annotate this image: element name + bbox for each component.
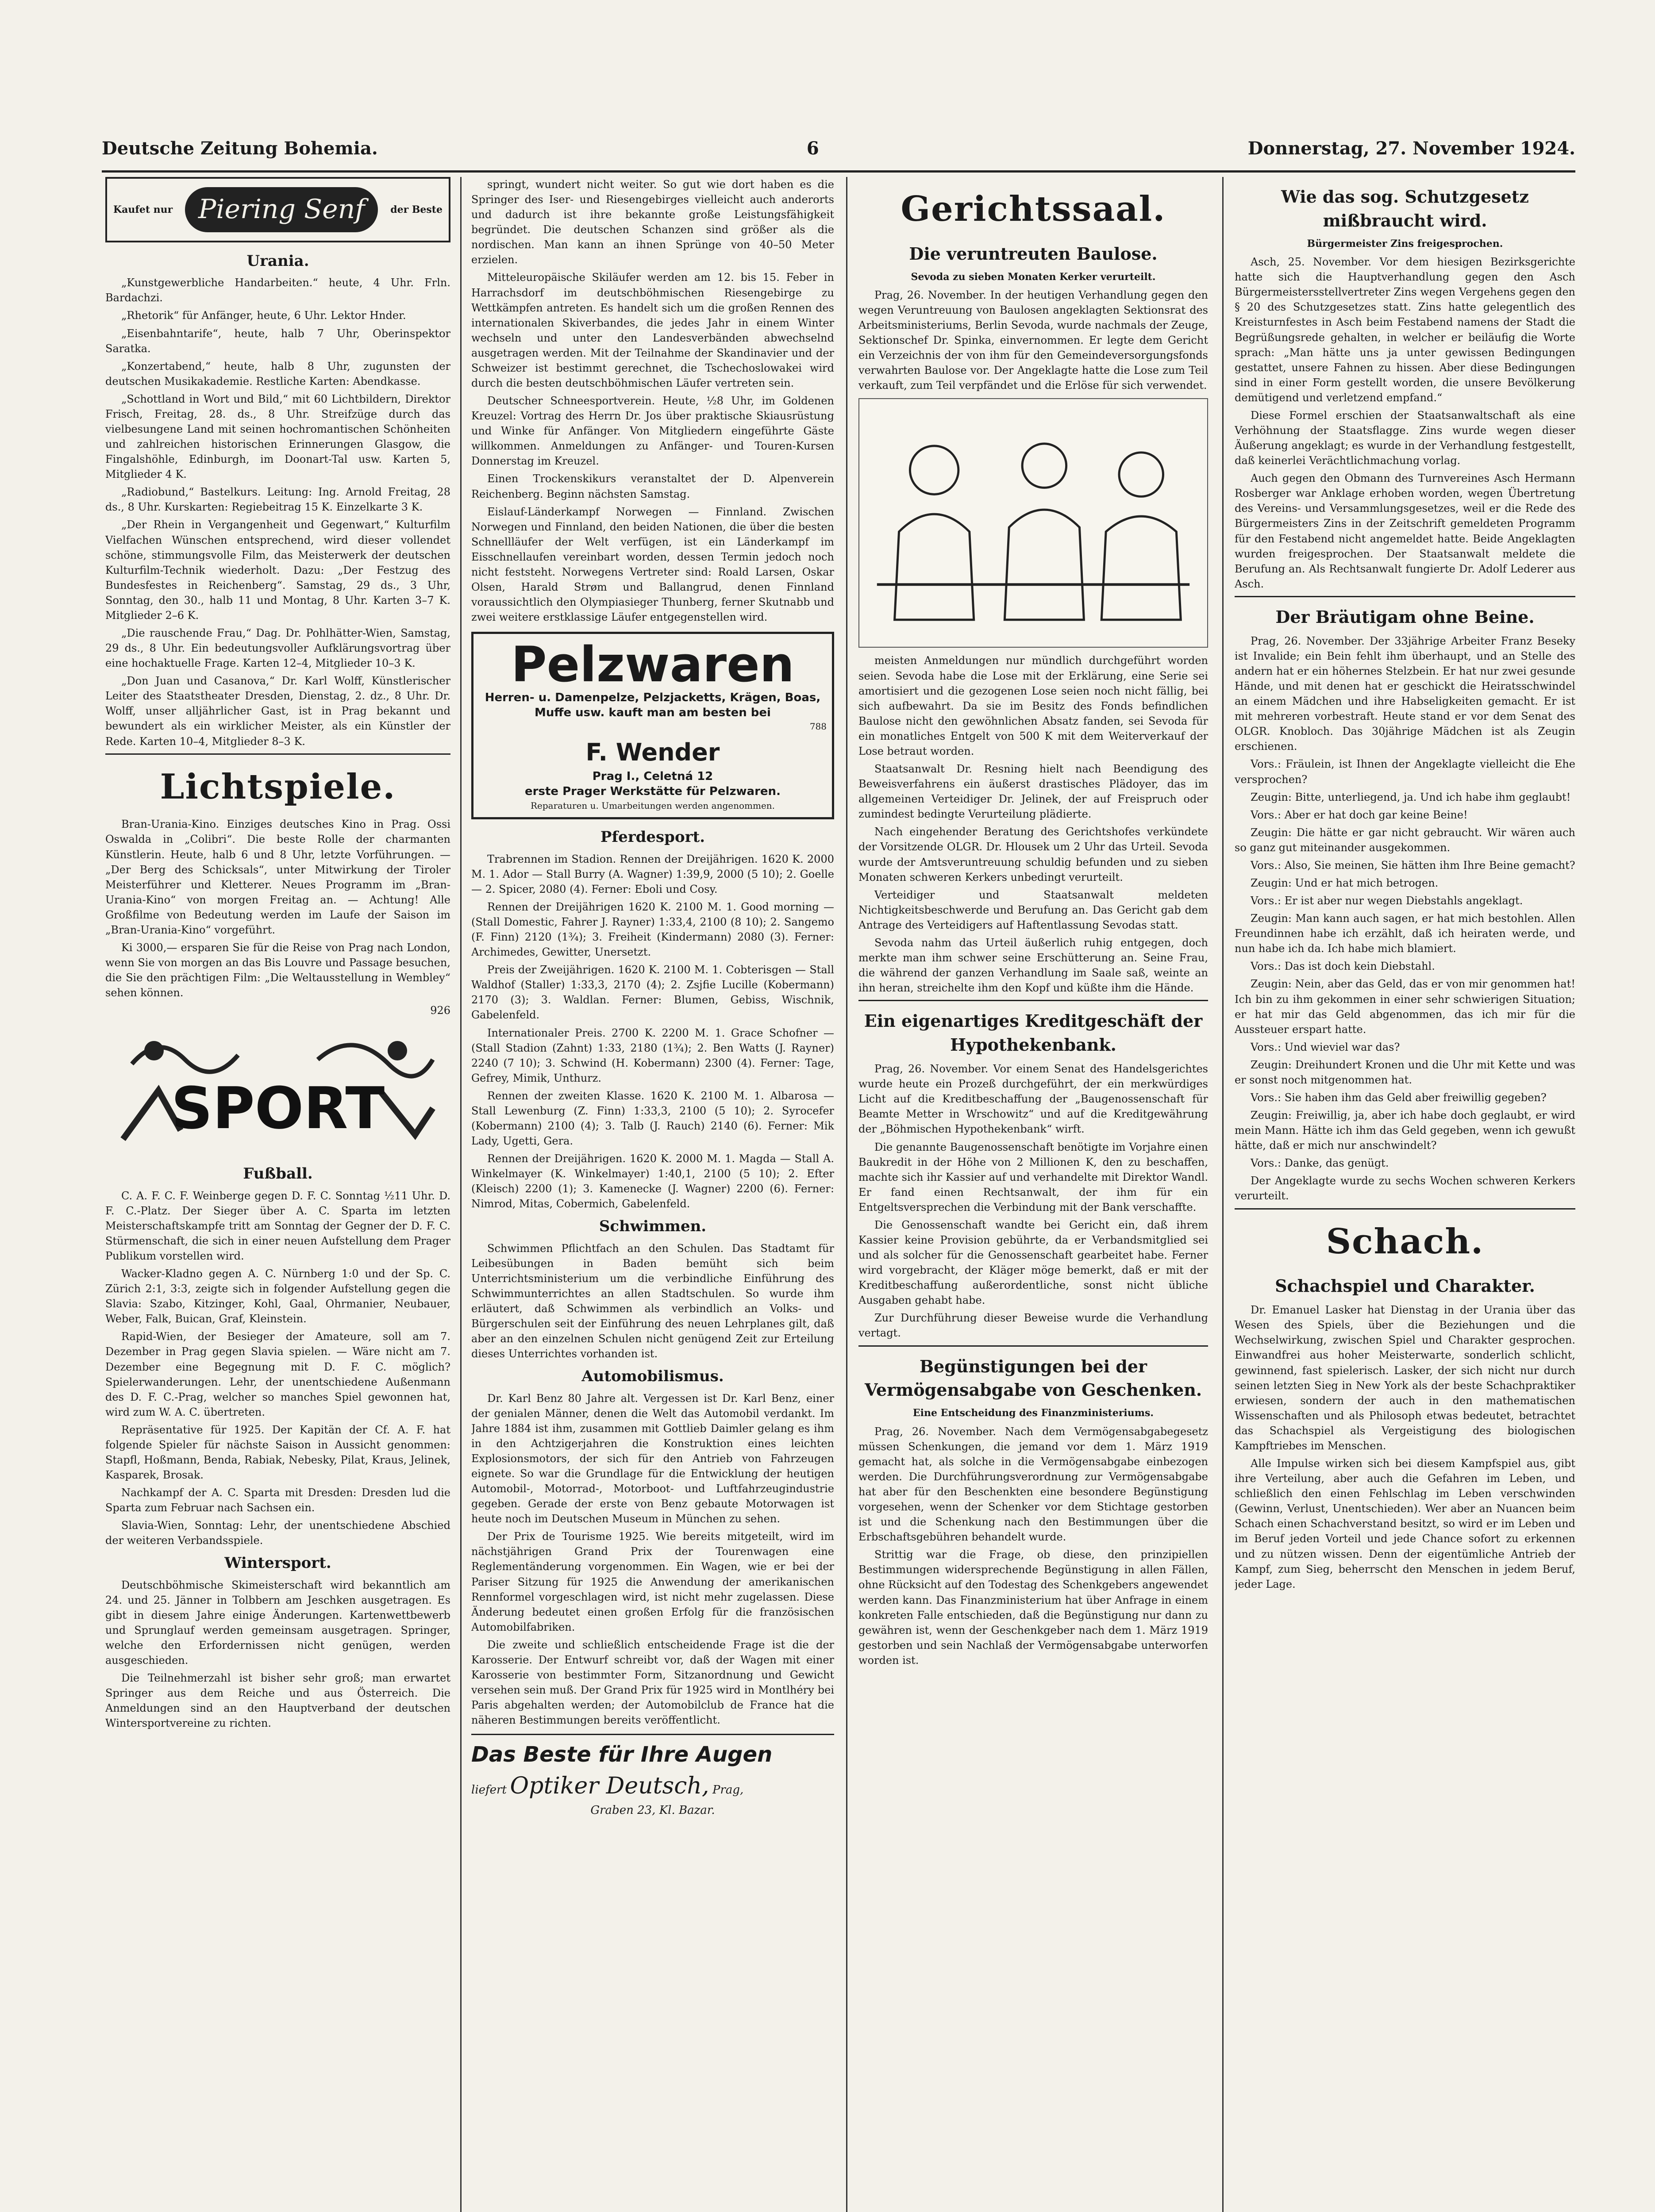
vermoegensabgabe-subheading: Eine Entscheidung des Finanzministeriums. — [912, 1407, 1154, 1419]
schutzgesetz-subheading: Bürgermeister Zins freigesprochen. — [1307, 238, 1503, 250]
braeutigam-item: Vors.: Aber er hat doch gar keine Beine! — [1251, 808, 1468, 821]
braeutigam-item: Zeugin: Nein, aber das Geld, das er von mir genommen hat! Ich bin zu ihm gekommen in einer sehr schwierigen Situation; er hat mir das Geld abgenommen, das ich mir für die Aussteuer erspart hatte. — [1235, 978, 1575, 1036]
baulose-item: Staatsanwalt Dr. Resning hielt nach Beendigung des Beweisverfahrens ein äußerst drastisches Plädoyer, das im allgemeinen Verteidiger Dr. Jelinek, der auf Freispruch oder zumindest bedingte Verurteilung plädierte. — [858, 763, 1208, 821]
braeutigam-item: Zeugin: Man kann auch sagen, er hat mich bestohlen. Allen Freundinnen habe ich erzählt, daß ich heiraten werde, und nun habe ich da. Ich habe mich blamiert. — [1235, 912, 1575, 955]
schwimmen-heading: Schwimmen. — [599, 1217, 707, 1236]
column-divider — [1222, 177, 1224, 2212]
schwimmen-item: Schwimmen Pflichtfach an den Schulen. Das Stadtamt für Leibesübungen in Baden bemüht sich beim Unterrichtsministerium um die verbindliche Einführung des Schwimmunterrichtes an allen Stadtschulen. So wurde ihm erläutert, daß Schwimmen als verbindlich an Volks- und Bürgerschulen seit der Einführung des neuen Lehrplanes gilt, daß aber an den einzelnen Schulen nicht genügend Zeit zur Erteilung dieses Unterrichtes vorhanden ist. — [471, 1242, 834, 1360]
pelzwaren-text: Herren- u. Damenpelze, Pelzjacketts, Krägen, Boas, Muffe usw. kauft man am besten bei — [485, 691, 821, 719]
fussball-item: Nachkampf der A. C. Sparta mit Dresden: Dresden lud die Sparta zum Februar nach Sachsen ein. — [105, 1486, 450, 1514]
braeutigam-item: Zeugin: Dreihundert Kronen und die Uhr mit Kette und was er sonst noch mitgenommen hat. — [1235, 1058, 1575, 1086]
braeutigam-item: Zeugin: Und er hat mich betrogen. — [1251, 876, 1439, 889]
braeutigam-item: Prag, 26. November. Der 33jährige Arbeiter Franz Beseky ist Invalide; ein Bein fehlt ihm überhaupt, und an Stelle des andern hat er ein höhernes Stelzbein. Er hat nur zwei gesunde Hände, und mit denen hat er geschickt die Heiratsschwindel an einem Mädchen und ihre Habseligkeiten gemacht. Er ist mit mehreren vorbestraft. Heute stand er vor dem Senat des OLGR. Knobloch. Das 30jährige Mädchen ist als Zeugin erschienen. — [1235, 634, 1575, 753]
divider — [858, 1000, 1208, 1001]
optiker-address: Graben 23, Kl. Bazar. — [590, 1804, 715, 1817]
baulose-item: Nach eingehender Beratung des Gerichtshofes verkündete der Vorsitzende OLGR. Dr. Hlousek um 2 Uhr das Urteil. Sevoda wurde der Amtsveruntreuung schuldig befunden und zu sieben Monaten schweren Kerkers unbedingt verurteilt. — [858, 826, 1208, 883]
pelzwaren-number: 788 — [809, 721, 827, 732]
urania-item: „Der Rhein in Vergangenheit und Gegenwart,“ Kulturfilm Vielfachen Wünschen entsprechend, wird dieser vollendet schöne, stimmungsvolle Film, das Meisterwerk der deutschen Kulturfilm-Technik wiederholt. Dazu: „Der Festzug des Bundesfestes in Reichenberg“. Samstag, 29 ds., 3 Uhr, Sonntag, den 30., halb 11 und Montag, 8 Uhr. Karten 3–7 K. Mitglieder 2–6 K. — [105, 518, 450, 622]
pferdesport-heading: Pferdesport. — [600, 828, 705, 846]
vermoegensabgabe-heading: Begünstigungen bei der Vermögensabgabe von Geschenken. — [864, 1356, 1202, 1400]
baulose-item: meisten Anmeldungen nur mündlich durchgeführt worden seien. Sevoda habe die Lose mit der Erklärung, eine Serie sei amortisiert und die gezogenen Lose seien noch nicht fällig, bei sich aufbewahrt. Da sie im Besitz des Fonds befindlichen Baulose nicht den gewöhnlichen Absatz fanden, sei Sevoda für ein monatliches Entgelt von 500 K mit dem Weiterverkauf der Lose betraut worden. — [858, 654, 1208, 757]
braeutigam-item: Der Angeklagte wurde zu sechs Wochen schweren Kerkers verurteilt. — [1235, 1175, 1575, 1202]
fussball-item: Slavia-Wien, Sonntag: Lehr, der unentschiedene Abschied der weiteren Verbandsspiele. — [105, 1519, 450, 1547]
wintersport-cont: Deutscher Schneesportverein. Heute, ½8 Uhr, im Goldenen Kreuzel: Vortrag des Herrn Dr. Jos über praktische Skiausrüstung und Winke für Anfänger. Von Mitgliedern eingeführte Gäste willkommen. Anmeldungen zu Anfänger- und Touren-Kursen Donnerstag im Kreuzel. — [471, 395, 834, 468]
schach-heading: Schach. — [1326, 1221, 1484, 1262]
urania-item: „Don Juan und Casanova,“ Dr. Karl Wolff, Künstlerischer Leiter des Staatstheater Dresden, Dienstag, 2. dz., 8 Uhr. Dr. Wolff, unser alljährlicher Gast, ist in Prag bekannt und bewundert als ein wirklicher Meister, als ein Künstler der Rede. Karten 10–4, Mitglieder 8–3 K. — [105, 675, 450, 748]
optiker-city: Prag, — [712, 1783, 744, 1797]
urania-item: „Schottland in Wort und Bild,“ mit 60 Lichtbildern, Direktor Frisch, Freitag, 28. ds., 8 Uhr. Streifzüge durch das vielbesungene Land mit seinen hochromantischen Schönheiten und zahlreichen historischen Erinnerungen Glasgow, die Fingalshöhle, Edinburgh, im Doonart-Tal usw. Karten 5, Mitglieder 4 K. — [105, 392, 450, 481]
divider — [1235, 596, 1575, 597]
wintersport-item: Deutschböhmische Skimeisterschaft wird bekanntlich am 24. und 25. Jänner in Tolbbern am Jeschken ausgetragen. Es gibt in diesem Jahre einige Änderungen. Kartenwettbewerb und Sprunglauf werden gemeinsam ausgetragen. Springer, welche den Erfordernissen nicht genügen, werden ausgeschieden. — [105, 1578, 450, 1667]
schutzgesetz-heading: Wie das sog. Schutzgesetz mißbraucht wird. — [1281, 187, 1529, 230]
urania-heading: Urania. — [246, 252, 309, 270]
pferdesport-item: Trabrennen im Stadion. Rennen der Dreijährigen. 1620 K. 2000 M. 1. Ador — Stall Burry (A. Wagner) 1:39,9, 2000 (5 10); 2. Goelle — 2. Spicer, 2080 (4). Ferner: Eboli und Cosy. — [471, 853, 834, 895]
pelzwaren-name: F. Wender — [585, 738, 720, 766]
courtroom-sketch — [859, 399, 1207, 647]
column-3 — [858, 177, 1208, 2212]
piering-senf-ad — [105, 177, 450, 242]
baulose-item: Prag, 26. November. In der heutigen Verhandlung gegen den wegen Veruntreuung von Baulosen angeklagten Sektionsrat des Arbeitsministeriums, Berlin Sevoda, wurde nachmals der Zeuge, Sektionschef Dr. Spinka, einvernommen. Er legte dem Gericht ein Verzeichnis der von ihm für den Gemeindeversorgungsfonds verwahrten Baulose vor. Der Angeklagte hatte die Lose zum Teil verkauft, zum Teil verpfändet und die Erlöse für sich verwendet. — [858, 288, 1208, 392]
schutzgesetz-item: Diese Formel erschien der Staatsanwaltschaft als eine Verhöhnung der Staatsflagge. Zins wurde wegen dieser Äußerung angeklagt; es wurde in der Verhandlung festgestellt, daß keinerlei Verächtlichmachung vorlag. — [1235, 409, 1575, 467]
urania-item: „Eisenbahntarife“, heute, halb 7 Uhr, Oberinspektor Saratka. — [105, 327, 450, 355]
pferdesport-item: Rennen der Dreijährigen. 1620 K. 2000 M. 1. Magda — Stall A. Winkelmayer (K. Winkelmayer) 1:40,1, 2100 (5 10); 2. Efter (Kleisch) 2200 (1); 3. Kamenecke (J. Wagner) 2200 (6). Ferner: Nimrod, Mitas, Cobermich, Gabelenfeld. — [471, 1152, 834, 1210]
optiker-headline: Das Beste für Ihre Augen — [471, 1742, 773, 1767]
kreditgeschaeft-item: Zur Durchführung dieser Beweise wurde die Verhandlung vertagt. — [858, 1312, 1208, 1340]
urania-item: „Die rauschende Frau,“ Dag. Dr. Pohlhätter-Wien, Samstag, 29 ds., 8 Uhr. Ein bedeutungsvoller Aufklärungsvortrag über eine hochaktuelle Frage. Karten 12–4, Mitglieder 10–3 K. — [105, 626, 450, 670]
issue-date: Donnerstag, 27. November 1924. — [1247, 138, 1575, 159]
newspaper-name: Deutsche Zeitung Bohemia. — [102, 138, 378, 159]
optiker-ad — [471, 1734, 834, 1819]
vermoegensabgabe-item: Strittig war die Frage, ob diese, den prinzipiellen Bestimmungen widersprechende Begünstigung in allen Fällen, ohne Rücksicht auf den Todestag des Schenkgebers angewendet werden kann. Das Finanzministerium hat über Anfrage in einem konkreten Falle entschieden, daß die Begünstigung nur dann zu gewähren ist, wenn der Geschenkgeber nach dem 1. März 1919 gestorben und sein Nachlaß der Vermögensabgabe unterworfen worden ist. — [858, 1548, 1208, 1667]
gerichtssaal-heading: Gerichtssaal. — [901, 189, 1166, 229]
baulose-heading: Die veruntreuten Baulose. — [909, 243, 1158, 264]
braeutigam-item: Vors.: Also, Sie meinen, Sie hätten ihm Ihre Beine gemacht? — [1251, 859, 1575, 872]
pelzwaren-title: Pelzwaren — [511, 636, 794, 693]
baulose-item: Verteidiger und Staatsanwalt meldeten Nichtigkeitsbeschwerde und Berufung an. Das Gericht gab dem Antrage des Verteidigers auf Haftentlassung Sevodas statt. — [858, 888, 1208, 931]
braeutigam-heading: Der Bräutigam ohne Beine. — [1275, 607, 1535, 627]
optiker-pre: liefert — [471, 1783, 507, 1797]
pferdesport-item: Rennen der Dreijährigen 1620 K. 2100 M. 1. Good morning — (Stall Domestic, Fahrer J. Rayner) 1:33,4, 2100 (8 10); 2. Sangemo (F. Finn) 2120 (1¾); 3. Freiheit (Kindermann) 2080 (3). Ferner: Archimedes, Gewitter, Unersetzt. — [471, 900, 834, 959]
fussball-item: Rapid-Wien, der Besieger der Amateure, soll am 7. Dezember in Prag gegen Slavia spielen. — Wäre nicht am 7. Dezember eine Begegnung mit D. F. C. möglich? Spielerwanderungen. Lehr, der unentschiedene Außenmann des D. F. C.-Prag, welcher so manches Spiel gewonnen hat, wird zum W. A. C. übertreten. — [105, 1330, 450, 1418]
schach-item: Alle Impulse wirken sich bei diesem Kampfspiel aus, gibt ihre Verteilung, aber auch die Gefahren im Leben, und schließlich den einen Fehlschlag im Leben verschwinden (Gewinn, Verlust, Unentschieden). Wer aber an Nuancen beim Schach einen Schachverstand besitzt, so wird er im Leben und im Beruf jeden Vorteil und jede Chance sofort zu erkennen und zu nützen wissen. Denn der eigentümliche Antrieb der Kampf, zum Sieg, beherrscht den Menschen in jedem Beruf, jeder Lage. — [1235, 1457, 1575, 1590]
pferdesport-item: Internationaler Preis. 2700 K. 2200 M. 1. Grace Schofner — (Stall Stadion (Zahnt) 1:33, 2180 (1¾); 2. Ben Watts (J. Rayner) 2240 (7 10); 3. Schwind (H. Kobermann) 2300 (4). Ferner: Tage, Gefrey, Mimik, Unthurz. — [471, 1026, 834, 1084]
header-rule — [102, 170, 1575, 173]
braeutigam-item: Vors.: Und wieviel war das? — [1251, 1041, 1400, 1053]
braeutigam-item: Vors.: Er ist aber nur wegen Diebstahls angeklagt. — [1251, 895, 1523, 907]
pelzwaren-ad — [471, 632, 834, 819]
automobilismus-heading: Automobilismus. — [581, 1367, 724, 1386]
fussball-heading: Fußball. — [243, 1165, 313, 1183]
divider — [858, 1345, 1208, 1347]
ad-number: 926 — [430, 1004, 450, 1017]
automobilismus-item: Der Prix de Tourisme 1925. Wie bereits mitgeteilt, wird im nächstjährigen Grand Prix der Tourenwagen eine Reglementänderung vorgenommen. Ein Wagen, wie er bei der Pariser Sitzung für 1925 die Anwendung der amerikanischen Rennformel vorgeschlagen wird, ist nicht mehr zugelassen. Diese Änderung bedeutet einen großen Erfolg für die französischen Automobilfabriken. — [471, 1530, 834, 1633]
column-1 — [105, 177, 450, 2212]
schach-item: Dr. Emanuel Lasker hat Dienstag in der Urania über das Wesen des Spiels, über die Beziehungen und die Wechselwirkung, zwischen Spiel und Charakter gesprochen. Einwandfrei aus hoher Meisterwarte, sonderlich schlicht, gewinnend, fast spielerisch. Lasker, der sich nicht nur durch seinen letzten Sieg in New York als der beste Schachpraktiker erwiesen, sondern der auch in den mathematischen Wissenschaften und als Philosoph etwas bedeutet, betrachtet das Schachspiel als Vergeistigung des biologischen Kampftriebes im Menschen. — [1235, 1304, 1575, 1452]
braeutigam-item: Vors.: Danke, das genügt. — [1251, 1157, 1389, 1170]
urania-item: „Rhetorik“ für Anfänger, heute, 6 Uhr. Lektor Hnder. — [121, 309, 406, 322]
pelzwaren-address: Prag I., Celetná 12 — [592, 770, 713, 783]
page-number: 6 — [806, 138, 819, 159]
sport-illustration — [105, 1024, 450, 1157]
ad-brand: Piering Senf — [185, 187, 378, 232]
pferdesport-item: Preis der Zweijährigen. 1620 K. 2100 M. 1. Cobterisgen — Stall Waldhof (Staller) 1:33,3, 2170 (4); 2. Zsjfie Lucille (Kobermann) 2170 (3); 3. Waldlan. Ferner: Blumen, Gebiss, Wischnik, Gabelenfeld. — [471, 964, 834, 1022]
schutzgesetz-item: Asch, 25. November. Vor dem hiesigen Bezirksgerichte hatte sich die Hauptverhandlung gegen den Asch Bürgermeistersstellvertreter Zins wegen Vergehens gegen den § 20 des Schutzgesetzes statt. Zins hatte gelegentlich des Kreisturnfestes in Asch beim Festabend namens der Stadt die Begrüßungsrede gehalten, in welcher er beiläufig die Worte sprach: „Man hätte uns ja unter gewissen Bedingungen gestattet, unsere Fahnen zu hissen. Aber diese Bedingungen sind in einer Form gestellt worden, die unsere Bevölkerung demütigend und verletzend empfand.“ — [1235, 256, 1575, 404]
braeutigam-item: Vors.: Sie haben ihm das Geld aber freiwillig gegeben? — [1251, 1091, 1547, 1104]
urania-item: „Konzertabend,“ heute, halb 8 Uhr, zugunsten der deutschen Musikakademie. Restliche Karten: Abendkasse. — [105, 360, 450, 388]
braeutigam-item: Vors.: Das ist doch kein Diebstahl. — [1251, 960, 1435, 973]
column-divider — [460, 177, 462, 2212]
schach-subheading: Schachspiel und Charakter. — [1275, 1276, 1535, 1296]
wintersport-item: Die Teilnehmerzahl ist bisher sehr groß; man erwartet Springer aus dem Reiche und aus Österreich. Die Anmeldungen sind an den Hauptverband der deutschen Wintersportvereine zu richten. — [105, 1672, 450, 1730]
wintersport-cont: Eislauf-Länderkampf Norwegen — Finnland. Zwischen Norwegen und Finnland, den beiden Nationen, die über die besten Schnellläufer der Welt verfügen, ist ein Länderkampf im Eisschnellaufen vereinbart worden, dessen Termin jedoch noch nicht feststeht. Norwegens Vertreter sind: Roald Larsen, Oskar Olsen, Harald Strøm und Ballangrud, denen Finnland voraussichtlich den Olympiasieger Thunberg, ferner Skutnabb und zwei weitere erstklassige Läufer entgegenstellen wird. — [471, 505, 834, 624]
optiker-name: Optiker Deutsch, — [510, 1772, 709, 1799]
wintersport-cont: springt, wundert nicht weiter. So gut wie dort haben es die Springer des Iser- und Riesengebirges vielleicht auch anderorts und dadurch ist ihre bekannte große Leistungsfähigkeit begründet. Die deutschen Schanzen sind größer als die nordischen. Man kann an ihnen Sprünge von 40–50 Meter erzielen. — [471, 178, 834, 266]
baulose-subheading: Sevoda zu sieben Monaten Kerker verurteilt. — [911, 271, 1156, 283]
sport-label: SPORT — [171, 1075, 385, 1142]
column-divider — [846, 177, 847, 2212]
lichtspiele-heading: Lichtspiele. — [160, 766, 396, 807]
fussball-item: C. A. F. C. F. Weinberge gegen D. F. C. Sonntag ½11 Uhr. D. F. C.-Platz. Der Sieger über A. C. Sparta im letzten Meisterschaftskampfe tritt am Sonntag der Gegner der D. F. C. Stürmenschaft, die sich in einer neuen Aufstellung dem Prager Publikum vorstellen wird. — [105, 1189, 450, 1262]
divider — [105, 753, 450, 755]
sport-banner-graphic — [105, 1024, 450, 1157]
braeutigam-item: Zeugin: Bitte, unterliegend, ja. Und ich habe ihm geglaubt! — [1251, 791, 1571, 803]
fussball-item: Repräsentative für 1925. Der Kapitän der Cf. A. F. hat folgende Spieler für nächste Saison in Aussicht genommen: Stapfl, Hoßmann, Benda, Rabiak, Nebesky, Pilat, Kraus, Jelinek, Kasparek, Brosak. — [105, 1423, 450, 1482]
kreditgeschaeft-heading: Ein eigenartiges Kreditgeschäft der Hypothekenbank. — [864, 1011, 1203, 1055]
automobilismus-item: Dr. Karl Benz 80 Jahre alt. Vergessen ist Dr. Karl Benz, einer der genialen Männer, denen die Welt das Automobil verdankt. Im Jahre 1884 ist ihm, zusammen mit Gottlieb Daimler gelang es ihm in den Achtzigerjahren die Konstruktion eines leichten Explosionsmotors, der sich für den Antrieb von Fahrzeugen eignete. So war die Grundlage für die Entwicklung der heutigen Automobil-, Motorrad-, Motorboot- und Luftfahrzeugindustrie gegeben. Gerade der erste von Benz gebaute Motorwagen ist heute noch im Deutschen Museum in München zu sehen. — [471, 1392, 834, 1525]
automobilismus-item: Die zweite und schließlich entscheidende Frage ist die der Karosserie. Der Entwurf schreibt vor, daß der Wagen mit einer Karosserie von bestimmter Form, Sitzanordnung und Gewicht versehen sein muß. Der Grand Prix für 1925 wird in Montlhéry bei Paris abgehalten werden; der Automobilclub de France hat die näheren Bestimmungen bereits veröffentlicht. — [471, 1638, 834, 1727]
braeutigam-item: Zeugin: Freiwillig, ja, aber ich habe doch geglaubt, er wird mein Mann. Hätte ich ihm das Geld gegeben, wenn ich gewußt hätte, daß er mich nur anschwindelt? — [1235, 1109, 1575, 1152]
courtroom-illustration — [858, 398, 1208, 648]
wintersport-heading: Wintersport. — [224, 1554, 331, 1572]
urania-item: „Kunstgewerbliche Handarbeiten.“ heute, 4 Uhr. Frln. Bardachzi. — [105, 276, 450, 304]
braeutigam-item: Zeugin: Die hätte er gar nicht gebraucht. Wir wären auch so ganz gut miteinander ausgekommen. — [1235, 826, 1575, 854]
pelzwaren-repairs: Reparaturen u. Umarbeitungen werden angenommen. — [530, 800, 775, 811]
pferdesport-item: Rennen der zweiten Klasse. 1620 K. 2100 M. 1. Albarosa — Stall Lewenburg (Z. Finn) 1:33,3, 2100 (5 10); 2. Syrocefer (Kobermann) 2100 (4); 3. Talb (J. Rauch) 2140 (6). Ferner: Mik Lady, Ugetti, Gera. — [471, 1089, 834, 1148]
lichtspiele-item: Ki 3000,— ersparen Sie für die Reise von Prag nach London, wenn Sie von morgen an das Bis Louvre und Passage besuchen, die Sie den prächtigen Film: „Die Weltausstellung in Wembley“ sehen können. — [105, 941, 450, 999]
kreditgeschaeft-item: Die genannte Baugenossenschaft benötigte im Vorjahre einen Baukredit in der Höhe von 2 Millionen K, den zu beschaffen, machte sich ihr Kassier auf und verhandelte mit Direktor Wandl. Er fand einen Rechtsanwalt, der ihm für ein Entgeltsversprechen die Verbindung mit der Bank verschaffte. — [858, 1141, 1208, 1214]
ad-left-text: Kaufet nur — [113, 204, 173, 215]
braeutigam-item: Vors.: Fräulein, ist Ihnen der Angeklagte vielleicht die Ehe versprochen? — [1235, 758, 1575, 786]
kreditgeschaeft-item: Die Genossenschaft wandte bei Gericht ein, daß ihrem Kassier keine Provision gebührte, da er Verbandsmitglied sei und als solcher für die Genossenschaft gearbeitet habe. Ferner wird vorgebracht, der Kläger möge bemerkt, daß er mit der Kreditbeschaffung außerordentliche, sonst nicht übliche Ausgaben gehabt habe. — [858, 1218, 1208, 1307]
column-4 — [1235, 177, 1575, 2212]
baulose-item: Sevoda nahm das Urteil äußerlich ruhig entgegen, doch merkte man ihm schwer seine Erschütterung an. Seine Frau, die während der ganzen Verhandlung im Saale saß, weinte an ihn heran, streichelte ihm den Kopf und küßte ihm die Hände. — [858, 936, 1208, 995]
urania-item: „Radiobund,“ Bastelkurs. Leitung: Ing. Arnold Freitag, 28 ds., 8 Uhr. Kurskarten: Regiebeitrag 15 K. Einzelkarte 3 K. — [105, 486, 450, 514]
divider — [1235, 1208, 1575, 1210]
kreditgeschaeft-item: Prag, 26. November. Vor einem Senat des Handelsgerichtes wurde heute ein Prozeß durchgeführt, der ein merkwürdiges Licht auf die Kreditbeschaffung der „Baugenossenschaft für Beamte Metter in Wrschowitz“ und auf die Kreditgewährung der „Böhmischen Hypothekenbank“ wirft. — [858, 1063, 1208, 1136]
schutzgesetz-item: Auch gegen den Obmann des Turnvereines Asch Hermann Rosberger war Anklage erhoben worden, wegen Übertretung des Vereins- und Versammlungsgesetzes, weil er die Rede des Bürgermeisters Zins in der Zeitschrift gemeldeten Programm für den Festabend nicht angemeldet hatte. Beide Angeklagten wurden freigesprochen. Der Staatsanwalt meldete die Berufung an. Als Rechtsanwalt fungierte Dr. Adolf Lederer aus Asch. — [1235, 472, 1575, 590]
page-header — [102, 135, 1575, 161]
lichtspiele-item: Bran-Urania-Kino. Einziges deutsches Kino in Prag. Ossi Oswalda in „Colibri“. Die beste Rolle der charmanten Künstlerin. Heute, halb 6 und 8 Uhr, letzte Vorführungen. — „Der Berg des Schicksals“, unter Mitwirkung der Tiroler Meisterführer und Kletterer. Neues Programm im „Bran-Urania-Kino“ von morgen Freitag an. — Achtung! Alle Großfilme von Bedeutung werden im Laufe der Saison im „Bran-Urania-Kino“ vorgeführt. — [105, 818, 450, 936]
pelzwaren-tagline: erste Prager Werkstätte für Pelzwaren. — [525, 785, 781, 799]
fussball-item: Wacker-Kladno gegen A. C. Nürnberg 1:0 und der Sp. C. Zürich 2:1, 3:3, zeigte sich in folgender Aufstellung gegen die Slavia: Szabo, Kitzinger, Kohl, Gaal, Ohrmanier, Neubauer, Weber, Falk, Buican, Graf, Kleinstein. — [105, 1267, 450, 1325]
wintersport-cont: Mitteleuropäische Skiläufer werden am 12. bis 15. Feber in Harrachsdorf im deutschböhmischen Riesengebirge zu Wettkämpfen antreten. Es handelt sich um die großen Rennen des internationalen Skiverbandes, die jedes Jahr in einem Winter wechseln und unter den Landesverbänden abwechselnd ausgetragen werden. Mit der Teilnahme der Skandinavier und der Schweizer ist bestimmt gerechnet, die Tschechoslowakei wird durch die besten deutschböhmischen Läufer vertreten sein. — [471, 271, 834, 390]
ad-right-text: der Beste — [390, 204, 443, 215]
wintersport-cont: Einen Trockenskikurs veranstaltet der D. Alpenverein Reichenberg. Beginn nächsten Samstag. — [471, 472, 834, 500]
column-2 — [471, 177, 834, 2212]
vermoegensabgabe-item: Prag, 26. November. Nach dem Vermögensabgabegesetz müssen Schenkungen, die jemand vor dem 1. März 1919 gemacht hat, als solche in die Vermögensabgabe einbezogen werden. Die Durchführungsverordnung zur Vermögensabgabe hat aber für den Beschenkten eine besondere Begünstigung vorgesehen, wenn der Schenker vor dem Stichtage gestorben ist und die Schenkung nach den Bestimmungen über die Erbschaftsgebühren behandelt wurde. — [858, 1425, 1208, 1544]
